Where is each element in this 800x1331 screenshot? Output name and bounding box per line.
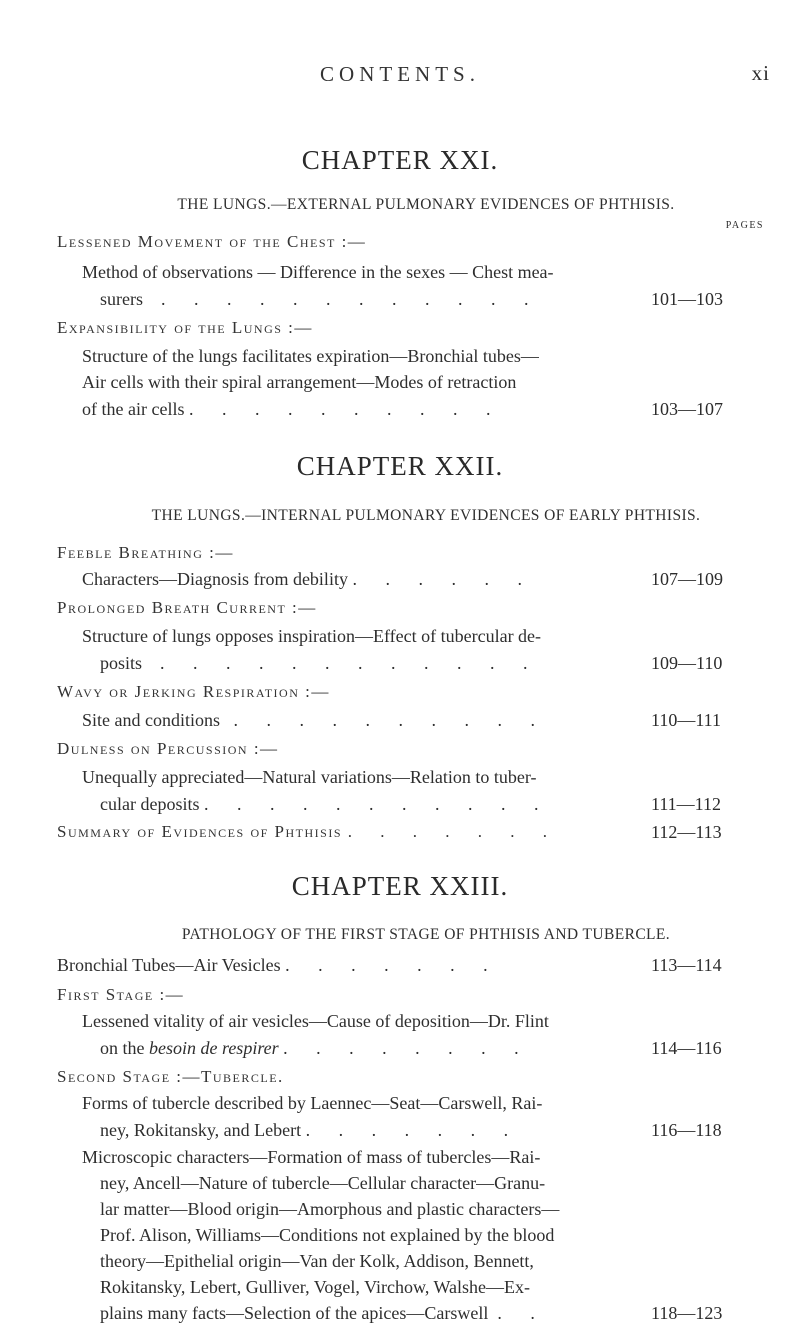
chapter-title: CHAPTER XXI. (301, 145, 499, 175)
dot-leader: . . . . . . . . . . (233, 710, 547, 730)
entry-line: plains many facts—Selection of the apices—Carswell . . (100, 1303, 547, 1323)
chapter-subtitle: PATHOLOGY OF THE FIRST STAGE OF PHTHISIS AND TUBERCLE. (181, 926, 671, 943)
entry-line: ney, Rokitansky, and Lebert . . . . . . . (100, 1120, 521, 1140)
dot-leader: . . . . . . . . . . (188, 399, 503, 419)
section-heading: Lessened Movement of the Chest :— (57, 232, 367, 251)
entry-line: Method of observations — Difference in the sexes — Chest mea- (82, 262, 554, 282)
entry-line: Structure of lungs opposes inspiration—Effect of tubercular de- (82, 626, 542, 646)
entry-line: ney, Ancell—Nature of tubercle—Cellular character—Granu- (100, 1173, 546, 1193)
dot-leader: . . . . . . . . . . . . (161, 289, 541, 309)
chapter-title: CHAPTER XXIII. (291, 871, 509, 901)
chapter-subtitle: THE LUNGS.—INTERNAL PULMONARY EVIDENCES OF EARLY PHTHISIS. (151, 507, 701, 524)
entry-line: Unequally appreciated—Natural variations—Relation to tuber- (82, 767, 537, 787)
dot-leader: . . . . . . . . . . . (203, 794, 551, 814)
entry-line: Bronchial Tubes—Air Vesicles . . . . . . . (57, 955, 500, 975)
section-heading: Wavy or Jerking Respiration :— (57, 682, 330, 701)
page-range: 110—111 (651, 710, 721, 730)
section-heading: Prolonged Breath Current :— (57, 598, 317, 617)
entry-line: Forms of tubercle described by Laennec—Seat—Carswell, Rai- (82, 1093, 543, 1113)
entry-line: Air cells with their spiral arrangement—Modes of retraction (82, 372, 517, 392)
page-number: xi (751, 61, 770, 85)
dot-leader: . . (497, 1303, 547, 1323)
running-head (0, 50, 800, 90)
entry-line: theory—Epithelial origin—Van der Kolk, Addison, Bennett, (100, 1251, 534, 1271)
entry-line: Structure of the lungs facilitates expiration—Bronchial tubes— (82, 346, 539, 366)
page-range: 118—123 (651, 1303, 723, 1323)
entry-line: Microscopic characters—Formation of mass of tubercles—Rai- (82, 1147, 541, 1167)
page-range: 116—118 (651, 1120, 722, 1140)
entry-line: cular deposits . . . . . . . . . . . (100, 794, 551, 814)
running-head-title: CONTENTS. (320, 62, 480, 86)
section-heading: Feeble Breathing :— (57, 543, 234, 562)
entry-line: lar matter—Blood origin—Amorphous and plastic characters— (100, 1199, 560, 1219)
dot-leader: . . . . . . . (305, 1120, 521, 1140)
entry-line: Site and conditions . . . . . . . . . . (82, 710, 547, 730)
entry-line: on the besoin de respirer . . . . . . . . (100, 1038, 531, 1058)
italic-phrase: besoin de respirer (149, 1038, 279, 1058)
page-range: 103—107 (651, 399, 723, 419)
page-range: 112—113 (651, 822, 722, 842)
dot-leader: . . . . . . (352, 569, 534, 589)
dot-leader: . . . . . . . . (283, 1038, 531, 1058)
entry-line: Rokitansky, Lebert, Gulliver, Vogel, Virchow, Walshe—Ex- (100, 1277, 531, 1297)
dot-leader: . . . . . . . (285, 955, 500, 975)
entry-line: Characters—Diagnosis from debility . . . . . . (82, 569, 534, 589)
page-range: 111—112 (651, 794, 721, 814)
chapter-title: CHAPTER XXII. (296, 451, 504, 481)
entry-line: Prof. Alison, Williams—Conditions not explained by the blood (100, 1225, 555, 1245)
section-heading: Second Stage :—Tubercle. (57, 1067, 284, 1086)
entry-line: Lessened vitality of air vesicles—Cause of deposition—Dr. Flint (82, 1011, 549, 1031)
page-range: 113—114 (651, 955, 722, 975)
entry-line: surers . . . . . . . . . . . . (100, 289, 541, 309)
page-range: 107—109 (651, 569, 723, 589)
section-heading: First Stage :— (57, 985, 185, 1004)
chapter-subtitle: THE LUNGS.—EXTERNAL PULMONARY EVIDENCES OF PHTHISIS. (177, 196, 675, 213)
entry-line: posits . . . . . . . . . . . . (100, 653, 540, 673)
page-range: 101—103 (651, 289, 723, 309)
page-range: 109—110 (651, 653, 723, 673)
dot-leader: . . . . . . . . . . . . (160, 653, 540, 673)
entry-line: of the air cells . . . . . . . . . . (82, 399, 503, 419)
pages-column-label: PAGES (725, 220, 764, 231)
page-range: 114—116 (651, 1038, 722, 1058)
dot-leader: . . . . . . . (347, 822, 559, 841)
section-heading: Summary of Evidences of Phthisis . . . . . . . (57, 822, 559, 841)
section-heading: Expansibility of the Lungs :— (57, 318, 313, 337)
section-heading: Dulness on Percussion :— (57, 739, 279, 758)
